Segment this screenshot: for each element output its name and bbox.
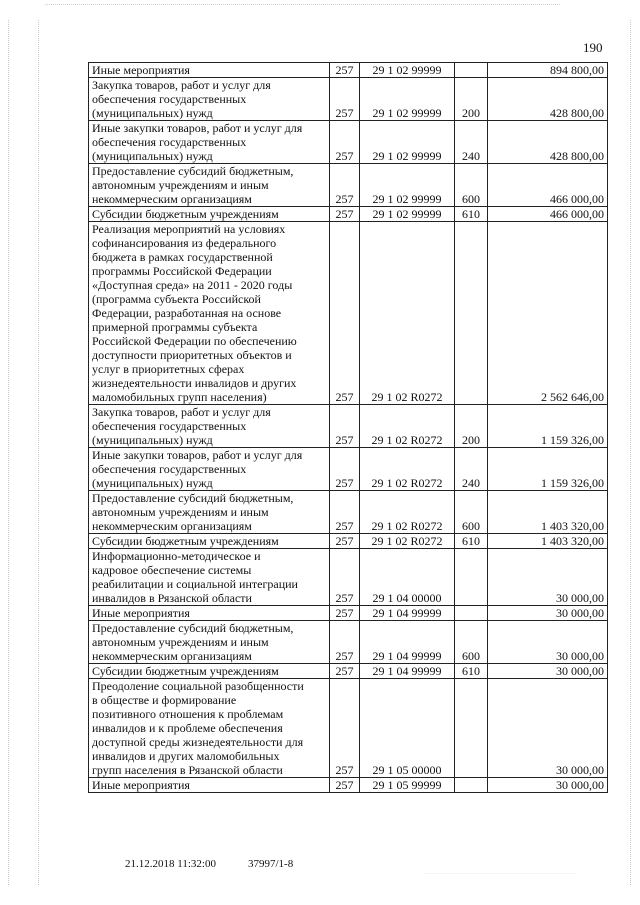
scan-edge-top — [45, 4, 560, 6]
row-ved-code: 257 — [330, 78, 360, 121]
row-sum: 428 800,00 — [488, 78, 608, 121]
row-expense-type — [455, 606, 488, 621]
table-row — [89, 679, 608, 778]
table-row — [89, 405, 608, 448]
table-row — [89, 549, 608, 606]
row-expense-type: 610 — [455, 207, 488, 222]
row-ved-code: 257 — [330, 549, 360, 606]
row-name: Информационно-методическое и кадровое обеспечение системы реабилитации и социальной интеграции инвалидов в Рязанской области — [89, 549, 330, 606]
row-sum: 30 000,00 — [488, 778, 608, 793]
row-target-article: 29 1 02 99999 — [360, 78, 455, 121]
table-row — [89, 534, 608, 549]
table-row — [89, 222, 608, 405]
row-name: Субсидии бюджетным учреждениям — [89, 664, 330, 679]
row-expense-type: 600 — [455, 621, 488, 664]
row-sum: 2 562 646,00 — [488, 222, 608, 405]
row-name: Закупка товаров, работ и услуг для обеспечения государственных (муниципальных) нужд — [89, 78, 330, 121]
row-name: Иные закупки товаров, работ и услуг для обеспечения государственных (муниципальных) нужд — [89, 121, 330, 164]
row-name: Предоставление субсидий бюджетным, автономным учреждениям и иным некоммерческим организациям — [89, 491, 330, 534]
row-expense-type: 600 — [455, 164, 488, 207]
row-ved-code: 257 — [330, 621, 360, 664]
row-name: Иные мероприятия — [89, 63, 330, 78]
row-ved-code: 257 — [330, 405, 360, 448]
row-sum: 30 000,00 — [488, 549, 608, 606]
row-expense-type: 610 — [455, 534, 488, 549]
row-ved-code: 257 — [330, 491, 360, 534]
row-ved-code: 257 — [330, 448, 360, 491]
row-sum: 30 000,00 — [488, 664, 608, 679]
table-row — [89, 164, 608, 207]
row-sum: 1 159 326,00 — [488, 448, 608, 491]
row-ved-code: 257 — [330, 534, 360, 549]
row-target-article: 29 1 02 99999 — [360, 207, 455, 222]
row-sum: 1 403 320,00 — [488, 534, 608, 549]
row-expense-type — [455, 679, 488, 778]
footer-doc-number: 37997/1-8 — [248, 858, 294, 870]
row-sum: 30 000,00 — [488, 606, 608, 621]
row-name: Предоставление субсидий бюджетным, автономным учреждениям и иным некоммерческим организациям — [89, 621, 330, 664]
row-target-article: 29 1 02 99999 — [360, 63, 455, 78]
row-target-article: 29 1 02 R0272 — [360, 534, 455, 549]
table-row — [89, 121, 608, 164]
row-target-article: 29 1 04 00000 — [360, 549, 455, 606]
row-target-article: 29 1 05 99999 — [360, 778, 455, 793]
row-sum: 894 800,00 — [488, 63, 608, 78]
table-row — [89, 448, 608, 491]
row-expense-type — [455, 222, 488, 405]
table-row — [89, 207, 608, 222]
row-name: Предоставление субсидий бюджетным, автономным учреждениям и иным некоммерческим организациям — [89, 164, 330, 207]
row-sum: 30 000,00 — [488, 621, 608, 664]
row-sum: 1 159 326,00 — [488, 405, 608, 448]
row-target-article: 29 1 02 99999 — [360, 121, 455, 164]
row-name: Иные мероприятия — [89, 606, 330, 621]
scan-edge-left — [8, 20, 10, 885]
table-row — [89, 63, 608, 78]
row-name: Закупка товаров, работ и услуг для обеспечения государственных (муниципальных) нужд — [89, 405, 330, 448]
row-target-article: 29 1 02 R0272 — [360, 448, 455, 491]
row-expense-type: 200 — [455, 78, 488, 121]
row-ved-code: 257 — [330, 664, 360, 679]
row-target-article: 29 1 02 99999 — [360, 164, 455, 207]
row-ved-code: 257 — [330, 164, 360, 207]
row-expense-type: 600 — [455, 491, 488, 534]
row-ved-code: 257 — [330, 222, 360, 405]
row-expense-type — [455, 778, 488, 793]
row-name: Иные мероприятия — [89, 778, 330, 793]
row-expense-type: 610 — [455, 664, 488, 679]
row-expense-type: 240 — [455, 448, 488, 491]
scan-edge-right — [630, 20, 632, 885]
row-expense-type: 240 — [455, 121, 488, 164]
table-row — [89, 606, 608, 621]
row-sum: 466 000,00 — [488, 207, 608, 222]
row-target-article: 29 1 04 99999 — [360, 621, 455, 664]
table-row — [89, 778, 608, 793]
row-expense-type: 200 — [455, 405, 488, 448]
table-row — [89, 664, 608, 679]
row-expense-type — [455, 549, 488, 606]
table-row — [89, 491, 608, 534]
row-target-article: 29 1 02 R0272 — [360, 405, 455, 448]
row-target-article: 29 1 05 00000 — [360, 679, 455, 778]
row-ved-code: 257 — [330, 207, 360, 222]
row-ved-code: 257 — [330, 121, 360, 164]
row-sum: 466 000,00 — [488, 164, 608, 207]
budget-table-body — [89, 63, 608, 793]
faint-stamp — [425, 853, 575, 874]
budget-table — [88, 62, 608, 793]
row-name: Реализация мероприятий на условиях софинансирования из федерального бюджета в рамках государственной программы Российской Федерации «Доступная среда» на 2011 - 2020 годы (программа субъекта Российской Федерации, разработанная на основе примерной программы субъекта Российской Федерации по обеспечению доступности приоритетных объектов и услуг в приоритетных сферах жизнедеятельности инвалидов и других маломобильных групп населения) — [89, 222, 330, 405]
footer-date: 21.12.2018 11:32:00 — [125, 858, 216, 870]
table-row — [89, 621, 608, 664]
table-row — [89, 78, 608, 121]
row-expense-type — [455, 63, 488, 78]
row-ved-code: 257 — [330, 606, 360, 621]
row-target-article: 29 1 04 99999 — [360, 606, 455, 621]
row-sum: 1 403 320,00 — [488, 491, 608, 534]
row-target-article: 29 1 02 R0272 — [360, 491, 455, 534]
row-name: Субсидии бюджетным учреждениям — [89, 207, 330, 222]
row-name: Иные закупки товаров, работ и услуг для обеспечения государственных (муниципальных) нужд — [89, 448, 330, 491]
page-number: 190 — [583, 40, 603, 55]
row-sum: 30 000,00 — [488, 679, 608, 778]
row-ved-code: 257 — [330, 679, 360, 778]
row-target-article: 29 1 02 R0272 — [360, 222, 455, 405]
row-name: Субсидии бюджетным учреждениям — [89, 534, 330, 549]
row-ved-code: 257 — [330, 63, 360, 78]
row-name: Преодоление социальной разобщенности в обществе и формирование позитивного отношения к проблемам инвалидов и к проблеме обеспечения доступной среды жизнедеятельности для инвалидов и других маломобильных групп населения в Рязанской области — [89, 679, 330, 778]
row-target-article: 29 1 04 99999 — [360, 664, 455, 679]
scan-edge-left-inner — [38, 20, 40, 885]
row-sum: 428 800,00 — [488, 121, 608, 164]
row-ved-code: 257 — [330, 778, 360, 793]
